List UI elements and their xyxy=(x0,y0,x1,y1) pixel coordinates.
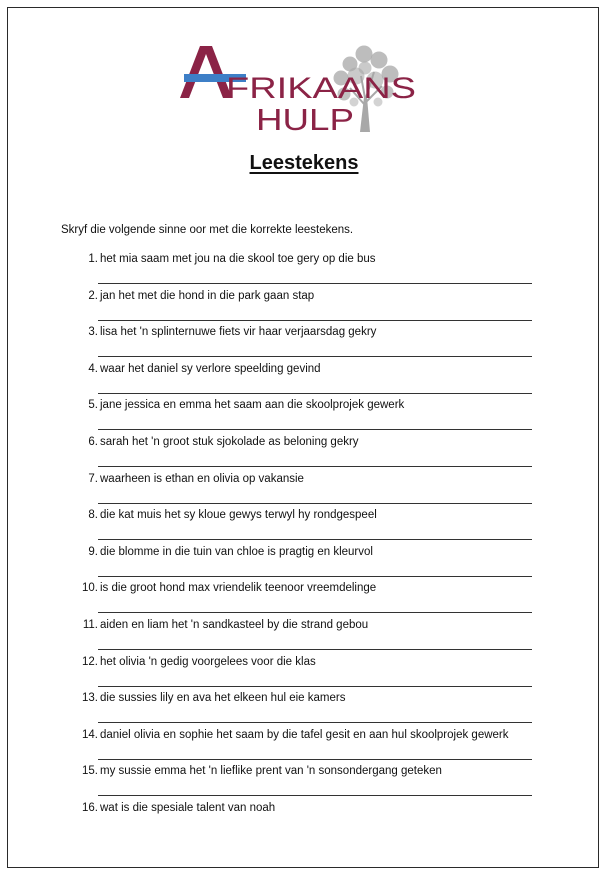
sentence-item xyxy=(68,729,538,741)
sentence-text: aiden en liam het 'n sandkasteel by die strand gebou xyxy=(100,619,369,631)
sentence-text: die kat muis het sy kloue gewys terwyl hy rondgespeel xyxy=(100,509,377,522)
answer-line[interactable] xyxy=(98,503,532,504)
sentence-number: 2. xyxy=(88,289,98,302)
sentence-item xyxy=(68,802,538,814)
sentence-number: 3. xyxy=(88,326,98,339)
sentence-number: 6. xyxy=(88,436,98,448)
sentence-text: is die groot hond max vriendelik teenoor vreemdelinge xyxy=(100,582,377,595)
sentence-number: 14. xyxy=(82,728,98,741)
sentence-item xyxy=(68,363,538,375)
answer-line[interactable] xyxy=(98,759,532,760)
answer-line[interactable] xyxy=(98,393,532,394)
sentence-number: 5. xyxy=(88,399,98,412)
answer-line[interactable] xyxy=(98,283,532,284)
sentence-text: die blomme in die tuin van chloe is pragtig en kleurvol xyxy=(100,545,373,558)
sentence-text: my sussie emma het 'n lieflike prent van 'n sonsondergang geteken xyxy=(100,765,442,778)
sentence-number: 16. xyxy=(82,802,98,814)
answer-line[interactable] xyxy=(98,722,532,723)
sentence-item xyxy=(68,656,538,668)
answer-line[interactable] xyxy=(98,466,532,467)
answer-line[interactable] xyxy=(98,356,532,357)
sentence-item xyxy=(68,399,538,411)
worksheet-title xyxy=(0,152,608,175)
sentence-number: 4. xyxy=(88,362,98,375)
sentence-number: 10. xyxy=(82,582,98,595)
sentence-item xyxy=(68,765,538,777)
sentence-number: 13. xyxy=(82,692,98,705)
afrikaans-hulp-logo xyxy=(178,42,423,137)
sentence-number: 1. xyxy=(88,253,98,265)
sentence-item xyxy=(68,436,538,448)
sentence-text: die sussies lily en ava het elkeen hul eie kamers xyxy=(100,692,346,705)
sentence-number: 12. xyxy=(82,655,98,668)
sentence-item xyxy=(68,692,538,704)
sentence-text: het olivia 'n gedig voorgelees voor die klas xyxy=(100,655,316,668)
sentence-text: waar het daniel sy verlore speelding gevind xyxy=(100,362,321,375)
answer-line[interactable] xyxy=(98,795,532,796)
sentence-text: lisa het 'n splinternuwe fiets vir haar verjaarsdag gekry xyxy=(100,326,377,339)
sentence-item xyxy=(68,290,538,302)
sentence-item xyxy=(68,326,538,338)
sentence-item xyxy=(68,473,538,485)
sentence-number: 9. xyxy=(88,545,98,558)
instruction-text: Skryf die volgende sinne oor met die korrekte leestekens. xyxy=(61,224,354,236)
answer-line[interactable] xyxy=(98,429,532,430)
answer-line[interactable] xyxy=(98,576,532,577)
title-text: Leestekens xyxy=(249,152,359,174)
sentence-item xyxy=(68,619,538,631)
answer-line[interactable] xyxy=(98,612,532,613)
logo-word-afrikaans: FRIKAANS xyxy=(226,72,416,105)
sentence-item xyxy=(68,582,538,594)
sentence-text: jan het met die hond in die park gaan stap xyxy=(100,289,315,302)
sentence-text: het mia saam met jou na die skool toe gery op die bus xyxy=(100,253,376,265)
answer-line[interactable] xyxy=(98,539,532,540)
answer-line[interactable] xyxy=(98,649,532,650)
sentence-item xyxy=(68,253,538,265)
answer-line[interactable] xyxy=(98,686,532,687)
sentence-item xyxy=(68,509,538,521)
logo-word-hulp: HULP xyxy=(256,102,354,137)
sentence-number: 15. xyxy=(82,765,98,778)
answer-line[interactable] xyxy=(98,320,532,321)
sentence-text: daniel olivia en sophie het saam by die tafel gesit en aan hul skoolprojek gewerk xyxy=(100,728,509,741)
sentence-number: 7. xyxy=(88,472,98,485)
sentence-number: 11. xyxy=(82,619,98,631)
sentence-text: waarheen is ethan en olivia op vakansie xyxy=(100,472,304,485)
sentence-number: 8. xyxy=(88,509,98,522)
sentence-item xyxy=(68,546,538,558)
sentence-text: jane jessica en emma het saam aan die skoolprojek gewerk xyxy=(100,399,405,412)
sentence-text: wat is die spesiale talent van noah xyxy=(100,802,276,814)
sentence-text: sarah het 'n groot stuk sjokolade as beloning gekry xyxy=(100,436,359,448)
